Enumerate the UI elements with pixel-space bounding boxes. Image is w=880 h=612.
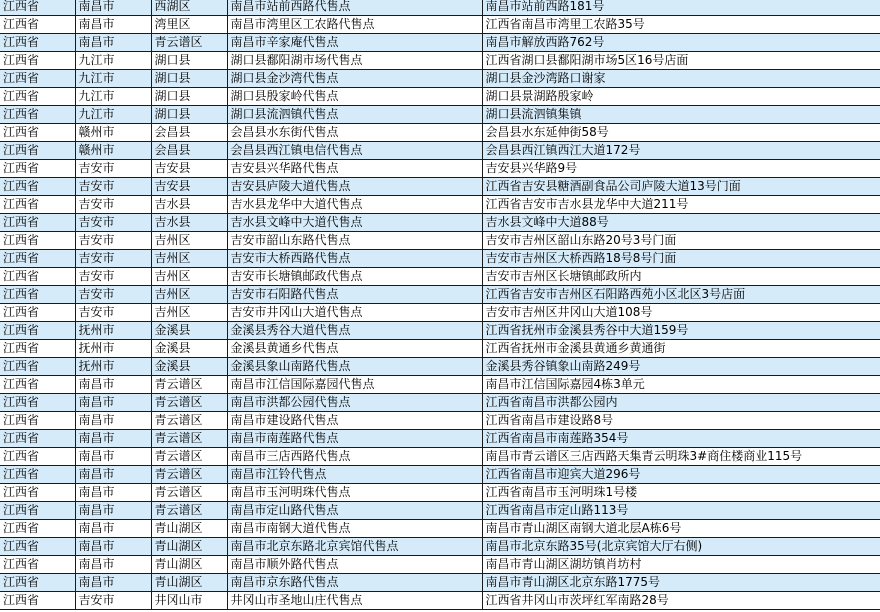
province-cell[interactable]: 江西省: [0, 70, 75, 88]
province-cell[interactable]: 江西省: [0, 340, 75, 358]
city-cell[interactable]: 南昌市: [75, 556, 151, 574]
province-cell[interactable]: 江西省: [0, 232, 75, 250]
district-cell[interactable]: 会昌县: [151, 142, 227, 160]
outlet-name-cell[interactable]: 吉安市井冈山大道代售点: [227, 304, 482, 322]
district-cell[interactable]: 青云谱区: [151, 412, 227, 430]
province-cell[interactable]: 江西省: [0, 574, 75, 592]
table-row: [0, 34, 880, 52]
table-row: [0, 592, 880, 610]
outlet-name-cell[interactable]: 会昌县西江镇电信代售点: [227, 142, 482, 160]
province-cell[interactable]: 江西省: [0, 304, 75, 322]
address-cell[interactable]: 南昌市青山湖区北京东路1775号: [482, 574, 880, 592]
address-cell[interactable]: 江西省吉安市吉州区石阳路西苑小区北区3号店面: [482, 286, 880, 304]
address-cell[interactable]: 江西省南昌市洪都公园内: [482, 394, 880, 412]
address-cell[interactable]: 吉安市吉州区韶山东路20号3号门面: [482, 232, 880, 250]
outlet-name-cell[interactable]: 南昌市顺外路代售点: [227, 556, 482, 574]
city-cell[interactable]: 南昌市: [75, 0, 151, 16]
address-cell[interactable]: 湖口县景湖路殷家岭: [482, 88, 880, 106]
district-cell[interactable]: 青山湖区: [151, 538, 227, 556]
city-cell[interactable]: 南昌市: [75, 394, 151, 412]
district-cell[interactable]: 会昌县: [151, 124, 227, 142]
outlet-name-cell[interactable]: 吉安市大桥西路代售点: [227, 250, 482, 268]
address-cell[interactable]: 江西省南昌市建设路8号: [482, 412, 880, 430]
outlet-name-cell[interactable]: 湖口县金沙湾代售点: [227, 70, 482, 88]
city-cell[interactable]: 赣州市: [75, 142, 151, 160]
province-cell[interactable]: 江西省: [0, 286, 75, 304]
table-row: [0, 412, 880, 430]
table-row: [0, 322, 880, 340]
outlet-name-cell[interactable]: 吉安县庐陵大道代售点: [227, 178, 482, 196]
district-cell[interactable]: 湖口县: [151, 106, 227, 124]
table-row: [0, 448, 880, 466]
table-row: [0, 340, 880, 358]
city-cell[interactable]: 九江市: [75, 70, 151, 88]
district-cell[interactable]: 吉州区: [151, 286, 227, 304]
district-cell[interactable]: 吉安县: [151, 178, 227, 196]
province-cell[interactable]: 江西省: [0, 466, 75, 484]
city-cell[interactable]: 吉安市: [75, 250, 151, 268]
district-cell[interactable]: 青云谱区: [151, 466, 227, 484]
address-cell[interactable]: 江西省抚州市金溪县秀谷中大道159号: [482, 322, 880, 340]
district-cell[interactable]: 吉水县: [151, 214, 227, 232]
outlet-name-cell[interactable]: 南昌市三店西路代售点: [227, 448, 482, 466]
province-cell[interactable]: 江西省: [0, 412, 75, 430]
address-cell[interactable]: 南昌市解放西路762号: [482, 34, 880, 52]
province-cell[interactable]: 江西省: [0, 34, 75, 52]
district-cell[interactable]: 吉州区: [151, 250, 227, 268]
address-cell[interactable]: 金溪县秀谷镇象山南路249号: [482, 358, 880, 376]
district-cell[interactable]: 金溪县: [151, 340, 227, 358]
district-cell[interactable]: 吉州区: [151, 232, 227, 250]
address-cell[interactable]: 湖口县流泗镇集镇: [482, 106, 880, 124]
city-cell[interactable]: 吉安市: [75, 304, 151, 322]
outlet-name-cell[interactable]: 南昌市江铃代售点: [227, 466, 482, 484]
address-cell[interactable]: 江西省南昌市湾里工农路35号: [482, 16, 880, 34]
table-row: [0, 556, 880, 574]
outlet-name-cell[interactable]: 南昌市建设路代售点: [227, 412, 482, 430]
province-cell[interactable]: 江西省: [0, 124, 75, 142]
address-cell[interactable]: 南昌市北京东路35号(北京宾馆大厅右侧): [482, 538, 880, 556]
outlet-name-cell[interactable]: 吉安市韶山东路代售点: [227, 232, 482, 250]
district-cell[interactable]: 青云谱区: [151, 34, 227, 52]
outlet-name-cell[interactable]: 南昌市北京东路北京宾馆代售点: [227, 538, 482, 556]
table-row: [0, 142, 880, 160]
address-cell[interactable]: 南昌市青山湖区南钢大道北层A栋6号: [482, 520, 880, 538]
city-cell[interactable]: 抚州市: [75, 340, 151, 358]
province-cell[interactable]: 江西省: [0, 592, 75, 610]
city-cell[interactable]: 南昌市: [75, 466, 151, 484]
outlet-name-cell[interactable]: 南昌市洪都公园代售点: [227, 394, 482, 412]
province-cell[interactable]: 江西省: [0, 268, 75, 286]
city-cell[interactable]: 南昌市: [75, 34, 151, 52]
district-cell[interactable]: 湖口县: [151, 70, 227, 88]
outlet-name-cell[interactable]: 南昌市玉河明珠代售点: [227, 484, 482, 502]
district-cell[interactable]: 金溪县: [151, 358, 227, 376]
address-cell[interactable]: 江西省南昌市南莲路354号: [482, 430, 880, 448]
city-cell[interactable]: 赣州市: [75, 124, 151, 142]
table-row: [0, 358, 880, 376]
table-row: [0, 178, 880, 196]
province-cell[interactable]: 江西省: [0, 106, 75, 124]
city-cell[interactable]: 吉安市: [75, 268, 151, 286]
district-cell[interactable]: 青云谱区: [151, 376, 227, 394]
table-row: [0, 88, 880, 106]
city-cell[interactable]: 南昌市: [75, 448, 151, 466]
city-cell[interactable]: 吉安市: [75, 286, 151, 304]
address-cell[interactable]: 江西省南昌市迎宾大道296号: [482, 466, 880, 484]
outlet-name-cell[interactable]: 吉安县兴华路代售点: [227, 160, 482, 178]
address-cell[interactable]: 江西省吉安县糖酒副食品公司庐陵大道13号门面: [482, 178, 880, 196]
table-row: [0, 106, 880, 124]
address-cell[interactable]: 吉水县文峰中大道88号: [482, 214, 880, 232]
district-cell[interactable]: 湾里区: [151, 16, 227, 34]
city-cell[interactable]: 南昌市: [75, 484, 151, 502]
district-cell[interactable]: 井冈山市: [151, 592, 227, 610]
outlet-name-cell[interactable]: 吉水县龙华中大道代售点: [227, 196, 482, 214]
outlet-name-cell[interactable]: 吉水县文峰中大道代售点: [227, 214, 482, 232]
city-cell[interactable]: 南昌市: [75, 520, 151, 538]
district-cell[interactable]: 青云谱区: [151, 394, 227, 412]
outlet-name-cell[interactable]: 金溪县黄通乡代售点: [227, 340, 482, 358]
outlet-name-cell[interactable]: 湖口县鄱阳湖市场代售点: [227, 52, 482, 70]
address-cell[interactable]: 吉安市吉州区井冈山大道108号: [482, 304, 880, 322]
city-cell[interactable]: 吉安市: [75, 214, 151, 232]
outlet-name-cell[interactable]: 南昌市江信国际嘉园代售点: [227, 376, 482, 394]
district-cell[interactable]: 青云谱区: [151, 448, 227, 466]
table-row: [0, 0, 880, 16]
city-cell[interactable]: 吉安市: [75, 592, 151, 610]
district-cell[interactable]: 吉州区: [151, 304, 227, 322]
district-cell[interactable]: 湖口县: [151, 88, 227, 106]
table-row: [0, 502, 880, 520]
city-cell[interactable]: 南昌市: [75, 502, 151, 520]
city-cell[interactable]: 南昌市: [75, 16, 151, 34]
province-cell[interactable]: 江西省: [0, 160, 75, 178]
table-row: [0, 286, 880, 304]
table-row: [0, 538, 880, 556]
district-cell[interactable]: 青云谱区: [151, 484, 227, 502]
address-cell[interactable]: 吉安市吉州区长塘镇邮政所内: [482, 268, 880, 286]
address-cell[interactable]: 江西省井冈山市茨坪红军南路28号: [482, 592, 880, 610]
table-row: [0, 232, 880, 250]
district-cell[interactable]: 青山湖区: [151, 556, 227, 574]
district-cell[interactable]: 青山湖区: [151, 574, 227, 592]
table-row: [0, 124, 880, 142]
table-row: [0, 196, 880, 214]
city-cell[interactable]: 南昌市: [75, 538, 151, 556]
province-cell[interactable]: 江西省: [0, 16, 75, 34]
province-cell[interactable]: 江西省: [0, 322, 75, 340]
outlet-name-cell[interactable]: 南昌市南钢大道代售点: [227, 520, 482, 538]
table-row: [0, 52, 880, 70]
address-cell[interactable]: 江西省南昌市定山路113号: [482, 502, 880, 520]
district-cell[interactable]: 湖口县: [151, 52, 227, 70]
table-row: [0, 466, 880, 484]
district-cell[interactable]: 青山湖区: [151, 520, 227, 538]
address-cell[interactable]: 南昌市青山湖区湖坊镇肖坊村: [482, 556, 880, 574]
address-cell[interactable]: 江西省南昌市玉河明珠1号楼: [482, 484, 880, 502]
province-cell[interactable]: 江西省: [0, 196, 75, 214]
city-cell[interactable]: 南昌市: [75, 430, 151, 448]
outlet-name-cell[interactable]: 南昌市站前西路代售点: [227, 0, 482, 16]
city-cell[interactable]: 抚州市: [75, 358, 151, 376]
table-row: [0, 484, 880, 502]
address-cell[interactable]: 会昌县水东延伸街58号: [482, 124, 880, 142]
address-cell[interactable]: 南昌市江信国际嘉园4栋3单元: [482, 376, 880, 394]
province-cell[interactable]: 江西省: [0, 556, 75, 574]
province-cell[interactable]: 江西省: [0, 484, 75, 502]
province-cell[interactable]: 江西省: [0, 250, 75, 268]
city-cell[interactable]: 南昌市: [75, 574, 151, 592]
city-cell[interactable]: 吉安市: [75, 196, 151, 214]
address-cell[interactable]: 吉安市吉州区大桥西路18号8号门面: [482, 250, 880, 268]
province-cell[interactable]: 江西省: [0, 214, 75, 232]
district-cell[interactable]: 青云谱区: [151, 502, 227, 520]
outlet-name-cell[interactable]: 湖口县流泗镇代售点: [227, 106, 482, 124]
city-cell[interactable]: 抚州市: [75, 322, 151, 340]
outlet-name-cell[interactable]: 南昌市辛家庵代售点: [227, 34, 482, 52]
outlet-name-cell[interactable]: 金溪县秀谷大道代售点: [227, 322, 482, 340]
district-cell[interactable]: 金溪县: [151, 322, 227, 340]
city-cell[interactable]: 南昌市: [75, 376, 151, 394]
table-row: [0, 394, 880, 412]
outlet-name-cell[interactable]: 会昌县水东街代售点: [227, 124, 482, 142]
province-cell[interactable]: 江西省: [0, 52, 75, 70]
outlet-name-cell[interactable]: 南昌市湾里区工农路代售点: [227, 16, 482, 34]
province-cell[interactable]: 江西省: [0, 430, 75, 448]
outlet-name-cell[interactable]: 南昌市南莲路代售点: [227, 430, 482, 448]
district-cell[interactable]: 吉水县: [151, 196, 227, 214]
outlet-name-cell[interactable]: 南昌市京东路代售点: [227, 574, 482, 592]
outlet-name-cell[interactable]: 井冈山市圣地山庄代售点: [227, 592, 482, 610]
province-cell[interactable]: 江西省: [0, 448, 75, 466]
province-cell[interactable]: 江西省: [0, 376, 75, 394]
table-row: [0, 70, 880, 88]
district-cell[interactable]: 吉州区: [151, 268, 227, 286]
city-cell[interactable]: 九江市: [75, 88, 151, 106]
district-cell[interactable]: 西湖区: [151, 0, 227, 16]
province-cell[interactable]: 江西省: [0, 0, 75, 16]
province-cell[interactable]: 江西省: [0, 502, 75, 520]
city-cell[interactable]: 吉安市: [75, 178, 151, 196]
province-cell[interactable]: 江西省: [0, 394, 75, 412]
province-cell[interactable]: 江西省: [0, 520, 75, 538]
address-cell[interactable]: 湖口县金沙湾路口谢家: [482, 70, 880, 88]
address-cell[interactable]: 江西省湖口县鄱阳湖市场5区16号店面: [482, 52, 880, 70]
table-row: [0, 376, 880, 394]
province-cell[interactable]: 江西省: [0, 142, 75, 160]
table-row: [0, 574, 880, 592]
city-cell[interactable]: 吉安市: [75, 160, 151, 178]
district-cell[interactable]: 青云谱区: [151, 430, 227, 448]
city-cell[interactable]: 九江市: [75, 106, 151, 124]
outlet-name-cell[interactable]: 湖口县殷家岭代售点: [227, 88, 482, 106]
city-cell[interactable]: 南昌市: [75, 412, 151, 430]
table-row: [0, 430, 880, 448]
city-cell[interactable]: 吉安市: [75, 232, 151, 250]
province-cell[interactable]: 江西省: [0, 538, 75, 556]
outlet-name-cell[interactable]: 金溪县象山南路代售点: [227, 358, 482, 376]
address-cell[interactable]: 江西省抚州市金溪县黄通乡黄通街: [482, 340, 880, 358]
province-cell[interactable]: 江西省: [0, 178, 75, 196]
table-row: [0, 160, 880, 178]
province-cell[interactable]: 江西省: [0, 88, 75, 106]
table-row: [0, 304, 880, 322]
address-cell[interactable]: 会昌县西江镇西江大道172号: [482, 142, 880, 160]
table-row: [0, 250, 880, 268]
address-cell[interactable]: 江西省吉安市吉水县龙华中大道211号: [482, 196, 880, 214]
city-cell[interactable]: 九江市: [75, 52, 151, 70]
address-cell[interactable]: 南昌市青云谱区三店西路天集青云明珠3#商住楼商业115号: [482, 448, 880, 466]
table-row: [0, 214, 880, 232]
outlet-name-cell[interactable]: 吉安市石阳路代售点: [227, 286, 482, 304]
address-cell[interactable]: 南昌市站前西路181号: [482, 0, 880, 16]
outlet-name-cell[interactable]: 南昌市定山路代售点: [227, 502, 482, 520]
table-row: [0, 16, 880, 34]
table-row: [0, 520, 880, 538]
district-cell[interactable]: 吉安县: [151, 160, 227, 178]
address-cell[interactable]: 吉安县兴华路9号: [482, 160, 880, 178]
province-cell[interactable]: 江西省: [0, 358, 75, 376]
table-row: [0, 268, 880, 286]
outlet-name-cell[interactable]: 吉安市长塘镇邮政代售点: [227, 268, 482, 286]
